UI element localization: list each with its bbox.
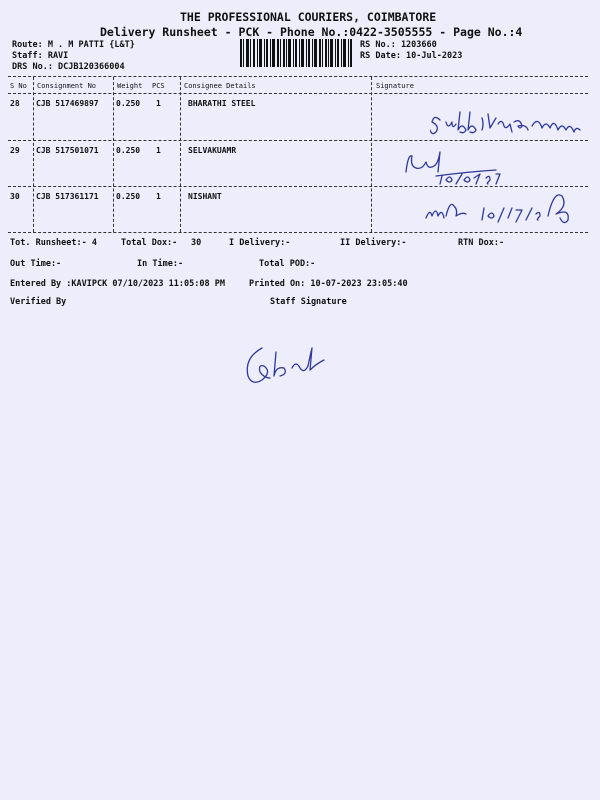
rs-date: RS Date: 10-Jul-2023	[360, 51, 463, 61]
col-header-signature: Signature	[376, 82, 414, 90]
row-sno: 28	[10, 99, 20, 108]
column-divider	[180, 77, 181, 232]
i-delivery: I Delivery:-	[229, 238, 291, 248]
col-header-sno: S No	[10, 82, 27, 90]
handwritten-signature-row-1	[430, 110, 590, 140]
route-label: Route: M . M PATTI {L&T}	[12, 40, 135, 50]
table-header-rule	[8, 93, 588, 94]
row-pcs: 1	[156, 99, 161, 108]
tot-runsheet: Tot. Runsheet:- 4	[10, 238, 97, 248]
drs-number: DRS No.: DCJB120366004	[12, 62, 125, 72]
row-weight: 0.250	[116, 146, 141, 155]
row-consignee: NISHANT	[188, 192, 222, 201]
handwritten-signature-row-3	[420, 188, 590, 228]
column-divider	[33, 77, 34, 232]
staff-signature	[240, 338, 350, 390]
col-header-consignment: Consignment No	[37, 82, 97, 90]
row-consignment: CJB 517469897	[36, 99, 99, 108]
runsheet-subtitle: Delivery Runsheet - PCK - Phone No.:0422-3505555 - Page No.:4	[100, 25, 523, 39]
row-divider	[8, 140, 588, 141]
in-time: In Time:-	[137, 259, 184, 269]
row-consignment: CJB 517501071	[36, 146, 99, 155]
barcode	[240, 39, 352, 67]
col-header-weight: Weight	[117, 82, 143, 90]
entered-by: Entered By :KAVIPCK 07/10/2023 11:05:08 PM	[10, 279, 225, 289]
col-header-pcs: PCS	[152, 82, 165, 90]
total-dox-value: 30	[191, 238, 202, 248]
row-pcs: 1	[156, 146, 161, 155]
rtn-dox: RTN Dox:-	[458, 238, 505, 248]
total-pod: Total POD:-	[259, 259, 316, 269]
verified-by: Verified By	[10, 297, 67, 307]
out-time: Out Time:-	[10, 259, 62, 269]
ii-delivery: II Delivery:-	[340, 238, 407, 248]
row-sno: 30	[10, 192, 20, 201]
row-weight: 0.250	[116, 99, 141, 108]
row-weight: 0.250	[116, 192, 141, 201]
column-divider	[371, 77, 372, 232]
staff-signature-label: Staff Signature	[270, 297, 347, 307]
col-header-consignee: Consignee Details	[184, 82, 256, 90]
row-pcs: 1	[156, 192, 161, 201]
handwritten-signature-row-2	[400, 150, 540, 190]
column-divider	[113, 77, 114, 232]
printed-on: Printed On: 10-07-2023 23:05:40	[249, 279, 408, 289]
row-sno: 29	[10, 146, 20, 155]
row-consignee: SELVAKUAMR	[188, 146, 237, 155]
row-consignment: CJB 517361171	[36, 192, 99, 201]
table-top-rule	[8, 76, 588, 77]
table-bottom-rule	[8, 232, 588, 233]
rs-number: RS No.: 1203660	[360, 40, 437, 50]
row-consignee: BHARATHI STEEL	[188, 99, 256, 108]
staff-label: Staff: RAVI	[12, 51, 69, 61]
company-title: THE PROFESSIONAL COURIERS, COIMBATORE	[180, 10, 437, 24]
total-dox-label: Total Dox:-	[121, 238, 178, 248]
